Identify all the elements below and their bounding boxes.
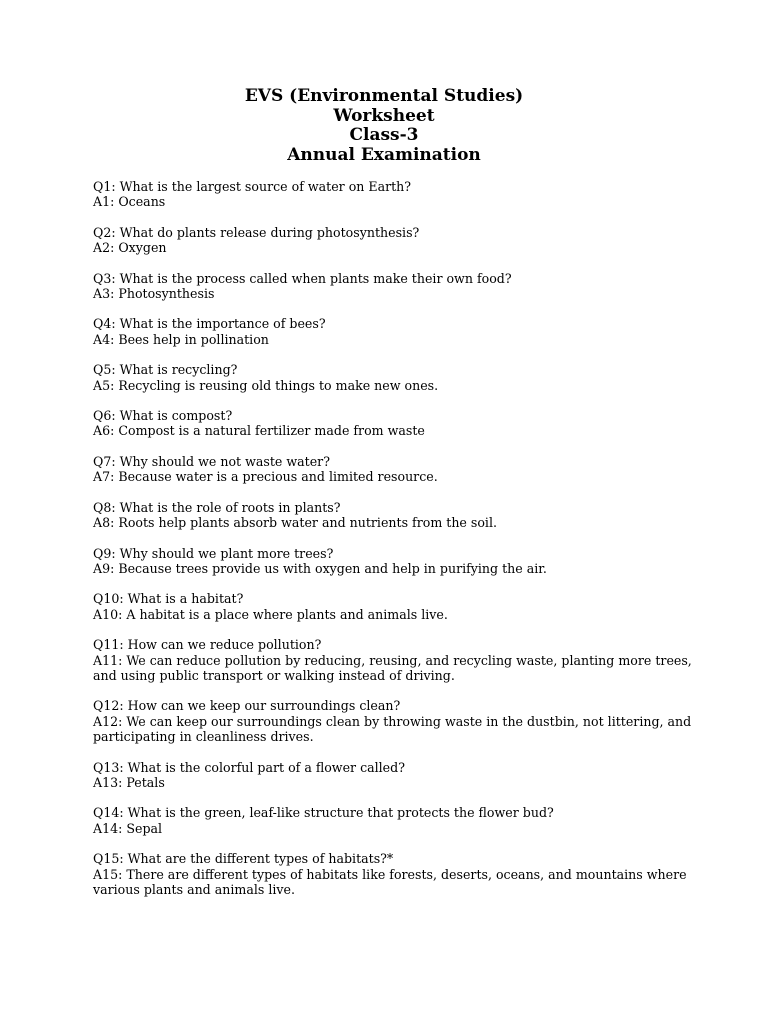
qa-item bbox=[93, 591, 703, 622]
question-answer-list bbox=[93, 179, 703, 912]
answer: A12: We can keep our surroundings clean by throwing waste in the dustbin, not littering, and participating in cleanliness drives. bbox=[93, 713, 692, 745]
qa-item bbox=[93, 637, 703, 683]
question: Q6: What is compost? bbox=[93, 408, 233, 424]
question: Q2: What do plants release during photosynthesis? bbox=[93, 224, 420, 240]
qa-item bbox=[93, 179, 703, 210]
qa-item bbox=[93, 760, 703, 791]
question: Q13: What is the colorful part of a flower called? bbox=[93, 759, 405, 775]
question: Q10: What is a habitat? bbox=[93, 591, 244, 607]
question: Q4: What is the importance of bees? bbox=[93, 316, 326, 332]
question: Q5: What is recycling? bbox=[93, 362, 238, 378]
qa-item bbox=[93, 805, 703, 836]
question: Q15: What are the different types of habitats?* bbox=[93, 851, 394, 867]
answer: A8: Roots help plants absorb water and nutrients from the soil. bbox=[93, 515, 497, 531]
answer: A1: Oceans bbox=[93, 194, 166, 210]
answer: A5: Recycling is reusing old things to make new ones. bbox=[93, 377, 439, 393]
qa-item bbox=[93, 500, 703, 531]
qa-item bbox=[93, 408, 703, 439]
answer: A4: Bees help in pollination bbox=[93, 331, 269, 347]
qa-item bbox=[93, 454, 703, 485]
answer: A9: Because trees provide us with oxygen and help in purifying the air. bbox=[93, 560, 547, 576]
question: Q7: Why should we not waste water? bbox=[93, 453, 330, 469]
qa-item bbox=[93, 225, 703, 256]
worksheet-header bbox=[0, 87, 768, 165]
answer: A7: Because water is a precious and limited resource. bbox=[93, 469, 438, 485]
question: Q8: What is the role of roots in plants? bbox=[93, 499, 341, 515]
answer: A10: A habitat is a place where plants and animals live. bbox=[93, 606, 448, 622]
header-class: Class-3 bbox=[349, 125, 419, 145]
answer: A15: There are different types of habitats like forests, deserts, oceans, and mountains where various plants and animals live. bbox=[93, 866, 687, 897]
answer: A14: Sepal bbox=[93, 820, 163, 836]
question: Q14: What is the green, leaf-like structure that protects the flower bud? bbox=[93, 805, 554, 821]
qa-item bbox=[93, 546, 703, 577]
question: Q1: What is the largest source of water on Earth? bbox=[93, 179, 412, 194]
answer: A3: Photosynthesis bbox=[93, 286, 215, 302]
qa-item bbox=[93, 362, 703, 393]
answer: A11: We can reduce pollution by reducing, reusing, and recycling waste, planting more trees, and using public transport or walking instead of driving. bbox=[93, 652, 692, 683]
question: Q3: What is the process called when plants make their own food? bbox=[93, 270, 512, 286]
question: Q9: Why should we plant more trees? bbox=[93, 545, 334, 561]
answer: A6: Compost is a natural fertilizer made from waste bbox=[93, 423, 425, 439]
qa-item bbox=[93, 698, 703, 744]
answer: A13: Petals bbox=[93, 774, 165, 790]
qa-item bbox=[93, 851, 703, 897]
header-worksheet: Worksheet bbox=[333, 105, 435, 126]
qa-item bbox=[93, 271, 703, 302]
qa-item bbox=[93, 316, 703, 347]
header-subject: EVS (Environmental Studies) bbox=[244, 86, 524, 106]
header-exam: Annual Examination bbox=[287, 144, 481, 165]
question: Q12: How can we keep our surroundings clean? bbox=[93, 698, 401, 714]
question: Q11: How can we reduce pollution? bbox=[93, 637, 322, 653]
answer: A2: Oxygen bbox=[93, 240, 167, 256]
